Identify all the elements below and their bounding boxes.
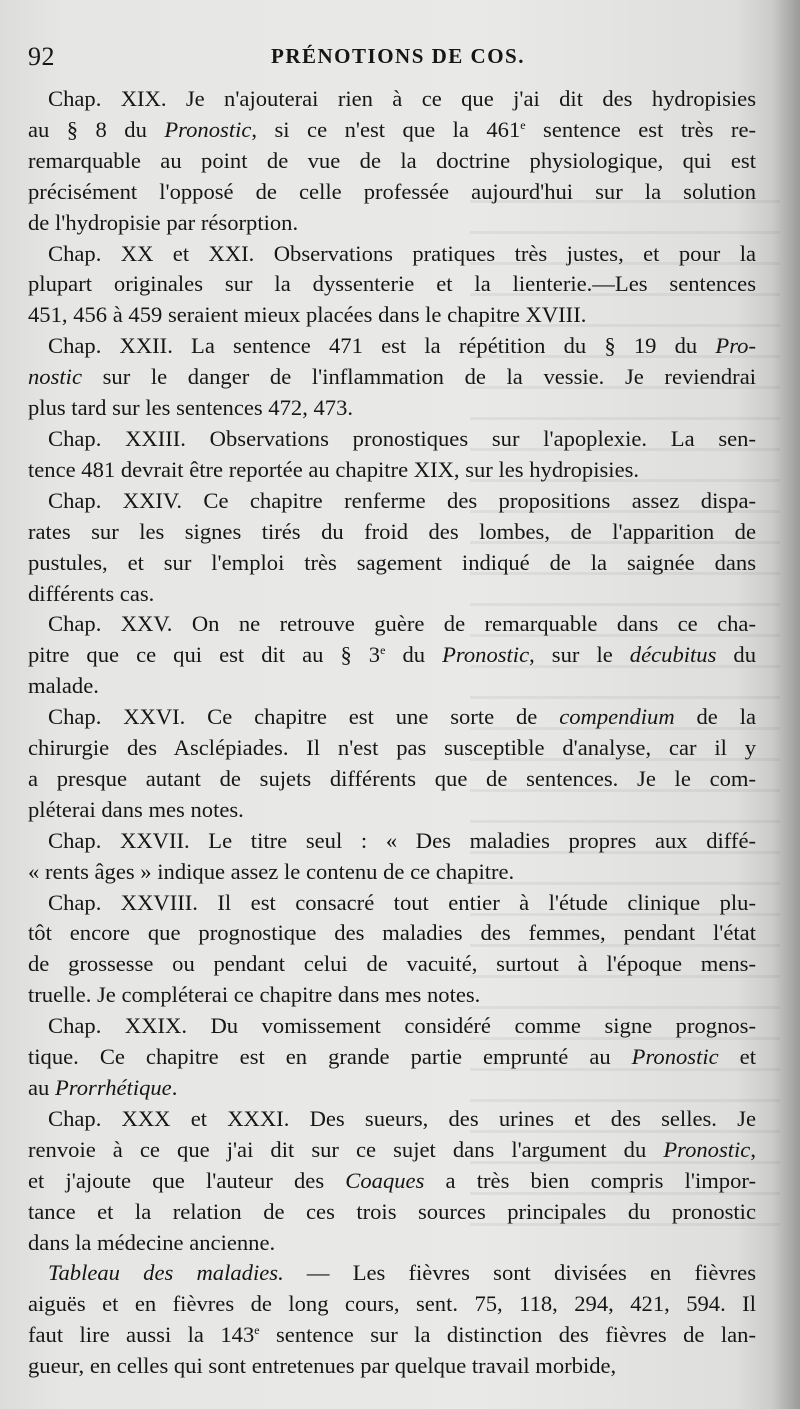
text-line: dans la médecine ancienne. [28, 1229, 276, 1255]
text-line: plupart originales sur la dyssenterie et la lienterie.—Les sentences [28, 271, 756, 297]
text-line: nostic sur le danger de l'inflammation de la vessie. Je reviendrai [28, 364, 756, 390]
text-line: truelle. Je compléterai ce chapitre dans mes notes. [28, 982, 481, 1008]
text-line: plus tard sur les sentences 472, 473. [28, 395, 354, 421]
text-line: chirurgie des Asclépiades. Il n'est pas susceptible d'analyse, car il y [28, 735, 756, 761]
text-line: remarquable au point de vue de la doctrine physiologique, qui est [28, 147, 756, 173]
text-line: Chap. XXIII. Observations pronostiques sur l'apoplexie. La sen- [48, 425, 756, 451]
text-line: Chap. XXVI. Ce chapitre est une sorte de compendium de la [48, 704, 756, 730]
text-line: « rents âges » indique assez le contenu de ce chapitre. [28, 858, 515, 884]
page-header [28, 42, 768, 76]
text-line: Chap. XX et XXI. Observations pratiques très justes, et pour la [48, 240, 756, 266]
text-line: et j'ajoute que l'auteur des Coaques a très bien compris l'impor- [28, 1167, 756, 1193]
text-line: Chap. XXII. La sentence 471 est la répétition du § 19 du Pro- [48, 333, 756, 359]
text-line: pléterai dans mes notes. [28, 796, 244, 822]
text-line: tance et la relation de ces trois sources principales du pronostic [28, 1198, 756, 1224]
text-line: tique. Ce chapitre est en grande partie emprunté au Pronostic et [28, 1044, 756, 1070]
text-line: aiguës et en fièvres de long cours, sent. 75, 118, 294, 421, 594. Il [28, 1291, 756, 1317]
text-line: faut lire aussi la 143e sentence sur la distinction des fièvres de lan- [28, 1322, 756, 1348]
text-line: a presque autant de sujets différents que de sentences. Je le com- [28, 765, 756, 791]
text-line: rates sur les signes tirés du froid des lombes, de l'apparition de [28, 518, 756, 544]
text-line: précisément l'opposé de celle professée aujourd'hui sur la solution [28, 178, 756, 204]
text-line: au Prorrhétique. [28, 1075, 178, 1100]
text-line: de l'hydropisie par résorption. [28, 209, 299, 235]
text-line: tence 481 devrait être reportée au chapitre XIX, sur les hydropisies. [28, 456, 640, 482]
text-line: Chap. XXIV. Ce chapitre renferme des propositions assez dispa- [48, 487, 756, 513]
text-line: Chap. XXVIII. Il est consacré tout entier à l'étude clinique plu- [48, 889, 756, 915]
page-number: 92 [28, 42, 55, 71]
text-line: pustules, et sur l'emploi très sagement indiqué de la saignée dans [28, 549, 756, 575]
body-text [28, 84, 756, 1382]
running-head: PRÉNOTIONS DE COS. [271, 44, 525, 68]
text-line: Chap. XIX. Je n'ajouterai rien à ce que j'ai dit des hydropisies [48, 86, 756, 111]
text-line: Tableau des maladies. — Les fièvres sont divisées en fièvres [48, 1260, 756, 1286]
text-line: 451, 456 à 459 seraient mieux placées dans le chapitre XVIII. [28, 302, 587, 328]
text-line: Chap. XXX et XXXI. Des sueurs, des urines et des selles. Je [48, 1105, 756, 1131]
page-edge-shadow [772, 0, 800, 1409]
text-line: Chap. XXVII. Le titre seul : « Des maladies propres aux diffé- [48, 827, 756, 853]
text-line: Chap. XXIX. Du vomissement considéré comme signe prognos- [48, 1013, 756, 1039]
text-line: Chap. XXV. On ne retrouve guère de remarquable dans ce cha- [48, 611, 756, 637]
text-line: renvoie à ce que j'ai dit sur ce sujet dans l'argument du Pronostic, [28, 1136, 756, 1162]
text-line: gueur, en celles qui sont entretenues par quelque travail morbide, [28, 1353, 617, 1379]
text-line: au § 8 du Pronostic, si ce n'est que la 461e sentence est très re- [28, 116, 757, 142]
text-line: de grossesse ou pendant celui de vacuité, surtout à l'époque mens- [28, 951, 756, 977]
text-line: pitre que ce qui est dit au § 3e du Pronostic, sur le décubitus du [28, 642, 757, 668]
text-line: malade. [28, 673, 99, 699]
text-line: différents cas. [28, 580, 155, 606]
text-line: tôt encore que prognostique des maladies des femmes, pendant l'état [28, 920, 756, 946]
